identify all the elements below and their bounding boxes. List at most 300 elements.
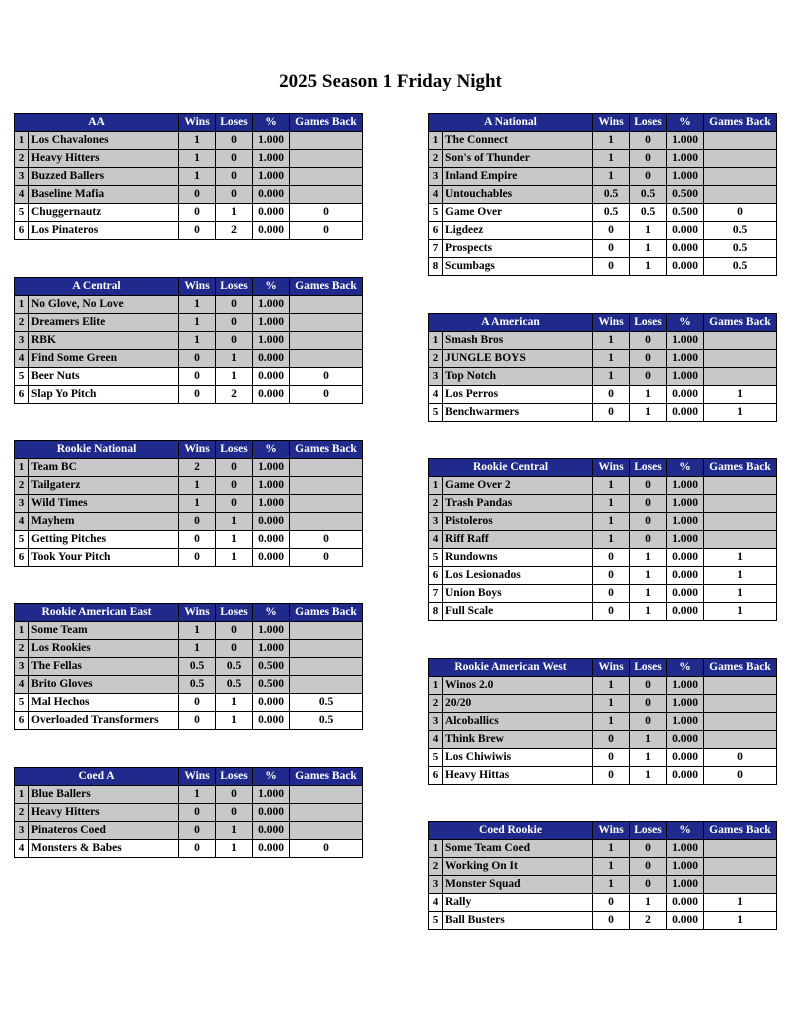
team-wins: 1 [593, 332, 630, 350]
team-row [429, 677, 777, 695]
team-games-back [290, 186, 363, 204]
team-name: Monster Squad [443, 876, 593, 894]
team-row [429, 549, 777, 567]
team-pct: 1.000 [667, 513, 704, 531]
team-rank: 1 [429, 840, 443, 858]
team-games-back: 0.5 [290, 712, 363, 730]
team-pct: 1.000 [667, 477, 704, 495]
team-name: The Connect [443, 132, 593, 150]
team-rank: 4 [15, 186, 29, 204]
team-loses: 1 [630, 585, 667, 603]
team-name: Some Team [29, 622, 179, 640]
team-name: Inland Empire [443, 168, 593, 186]
team-row [15, 622, 363, 640]
pct-header: % [253, 604, 290, 622]
team-rank: 7 [429, 585, 443, 603]
team-name: Beer Nuts [29, 368, 179, 386]
team-games-back: 1 [704, 912, 777, 930]
team-loses: 0 [630, 840, 667, 858]
team-wins: 0 [593, 567, 630, 585]
team-pct: 0.000 [667, 222, 704, 240]
team-row [15, 640, 363, 658]
team-row [15, 712, 363, 730]
team-rank: 8 [429, 258, 443, 276]
team-row [429, 731, 777, 749]
team-name: Slap Yo Pitch [29, 386, 179, 404]
team-wins: 0 [593, 749, 630, 767]
team-wins: 1 [593, 876, 630, 894]
team-wins: 0 [179, 186, 216, 204]
loses-header: Loses [630, 114, 667, 132]
team-pct: 0.000 [667, 258, 704, 276]
team-rank: 7 [429, 240, 443, 258]
division-table-coed-a [14, 767, 363, 858]
team-rank: 3 [429, 876, 443, 894]
header-row [15, 768, 363, 786]
team-pct: 0.000 [667, 549, 704, 567]
team-name: Blue Ballers [29, 786, 179, 804]
header-row [15, 441, 363, 459]
team-rank: 6 [15, 712, 29, 730]
team-row [429, 749, 777, 767]
team-row [429, 695, 777, 713]
team-row [429, 350, 777, 368]
team-wins: 0 [593, 386, 630, 404]
division-name: Coed Rookie [429, 822, 593, 840]
team-row [429, 204, 777, 222]
pct-header: % [667, 659, 704, 677]
loses-header: Loses [630, 822, 667, 840]
division-name: A Central [15, 278, 179, 296]
team-row [429, 132, 777, 150]
team-games-back [704, 713, 777, 731]
team-name: Chuggernautz [29, 204, 179, 222]
team-wins: 1 [179, 132, 216, 150]
team-rank: 6 [429, 567, 443, 585]
team-row [15, 350, 363, 368]
team-games-back [290, 822, 363, 840]
team-games-back [704, 332, 777, 350]
team-games-back [704, 368, 777, 386]
team-rank: 3 [15, 658, 29, 676]
team-rank: 2 [429, 858, 443, 876]
division-table-rookie-national [14, 440, 363, 567]
team-pct: 0.000 [667, 585, 704, 603]
wins-header: Wins [179, 114, 216, 132]
team-wins: 1 [593, 531, 630, 549]
team-wins: 0 [179, 368, 216, 386]
team-row [15, 495, 363, 513]
team-row [15, 132, 363, 150]
team-wins: 1 [179, 168, 216, 186]
team-row [429, 495, 777, 513]
team-games-back: 1 [704, 894, 777, 912]
team-name: Monsters & Babes [29, 840, 179, 858]
wins-header: Wins [179, 768, 216, 786]
team-rank: 2 [429, 150, 443, 168]
team-pct: 0.000 [667, 731, 704, 749]
team-loses: 1 [216, 513, 253, 531]
team-name: Think Brew [443, 731, 593, 749]
team-name: Rundowns [443, 549, 593, 567]
team-pct: 1.000 [667, 132, 704, 150]
wins-header: Wins [179, 604, 216, 622]
team-rank: 3 [429, 368, 443, 386]
team-name: Benchwarmers [443, 404, 593, 422]
team-wins: 0 [593, 549, 630, 567]
division-name: Rookie National [15, 441, 179, 459]
team-pct: 0.000 [253, 822, 290, 840]
team-wins: 0 [593, 585, 630, 603]
team-pct: 1.000 [667, 531, 704, 549]
games-back-header: Games Back [704, 659, 777, 677]
division-table-coed-rookie [428, 821, 777, 930]
team-wins: 1 [593, 695, 630, 713]
team-wins: 0 [593, 767, 630, 785]
page-title: 2025 Season 1 Friday Night [279, 71, 502, 92]
team-loses: 0 [630, 368, 667, 386]
team-games-back [290, 168, 363, 186]
team-row [429, 240, 777, 258]
division-name: Coed A [15, 768, 179, 786]
team-games-back [290, 640, 363, 658]
team-rank: 6 [429, 767, 443, 785]
team-loses: 0 [630, 531, 667, 549]
team-wins: 0 [593, 603, 630, 621]
wins-header: Wins [593, 314, 630, 332]
team-pct: 0.000 [667, 567, 704, 585]
team-loses: 0.5 [630, 204, 667, 222]
division-table-a-american [428, 313, 777, 422]
team-wins: 1 [179, 495, 216, 513]
team-wins: 0 [179, 822, 216, 840]
team-loses: 0 [630, 477, 667, 495]
loses-header: Loses [630, 659, 667, 677]
team-name: Alcoballics [443, 713, 593, 731]
team-name: Working On It [443, 858, 593, 876]
pct-header: % [253, 768, 290, 786]
team-pct: 1.000 [253, 786, 290, 804]
team-games-back [704, 350, 777, 368]
team-loses: 1 [216, 694, 253, 712]
team-name: Heavy Hitters [29, 804, 179, 822]
team-name: RBK [29, 332, 179, 350]
team-row [15, 150, 363, 168]
team-loses: 1 [630, 749, 667, 767]
team-loses: 0 [216, 314, 253, 332]
team-pct: 1.000 [253, 640, 290, 658]
games-back-header: Games Back [704, 822, 777, 840]
team-wins: 0 [179, 531, 216, 549]
team-wins: 1 [593, 858, 630, 876]
team-games-back [704, 876, 777, 894]
team-rank: 5 [429, 204, 443, 222]
pct-header: % [253, 114, 290, 132]
team-row [429, 404, 777, 422]
team-rank: 5 [429, 749, 443, 767]
team-rank: 4 [429, 731, 443, 749]
team-wins: 0 [593, 894, 630, 912]
team-wins: 1 [593, 513, 630, 531]
team-name: Los Lesionados [443, 567, 593, 585]
team-name: Buzzed Ballers [29, 168, 179, 186]
team-rank: 1 [429, 477, 443, 495]
team-pct: 0.000 [667, 404, 704, 422]
team-rank: 5 [429, 404, 443, 422]
team-pct: 0.000 [253, 804, 290, 822]
team-name: Brito Gloves [29, 676, 179, 694]
team-rank: 2 [15, 150, 29, 168]
team-loses: 1 [216, 822, 253, 840]
team-wins: 0 [593, 240, 630, 258]
team-rank: 4 [429, 186, 443, 204]
team-games-back [290, 786, 363, 804]
team-games-back: 0 [704, 749, 777, 767]
team-pct: 0.000 [253, 712, 290, 730]
loses-header: Loses [216, 768, 253, 786]
team-wins: 1 [593, 477, 630, 495]
team-row [429, 222, 777, 240]
pct-header: % [667, 459, 704, 477]
team-games-back [290, 150, 363, 168]
team-row [429, 168, 777, 186]
games-back-header: Games Back [290, 114, 363, 132]
team-pct: 0.000 [253, 368, 290, 386]
team-name: Pistoleros [443, 513, 593, 531]
team-pct: 1.000 [253, 168, 290, 186]
header-row [15, 604, 363, 622]
team-wins: 0.5 [593, 186, 630, 204]
team-pct: 1.000 [253, 622, 290, 640]
team-loses: 1 [216, 840, 253, 858]
team-name: Prospects [443, 240, 593, 258]
team-games-back: 1 [704, 549, 777, 567]
team-rank: 4 [429, 894, 443, 912]
team-pct: 0.000 [253, 350, 290, 368]
team-row [429, 713, 777, 731]
team-pct: 0.500 [253, 658, 290, 676]
team-loses: 1 [630, 386, 667, 404]
team-row [429, 368, 777, 386]
team-rank: 6 [15, 549, 29, 567]
team-rank: 3 [15, 495, 29, 513]
loses-header: Loses [216, 114, 253, 132]
team-name: Scumbags [443, 258, 593, 276]
team-loses: 1 [630, 404, 667, 422]
header-row [429, 822, 777, 840]
team-rank: 4 [429, 386, 443, 404]
team-rank: 1 [429, 332, 443, 350]
team-games-back: 1 [704, 404, 777, 422]
team-loses: 0 [216, 640, 253, 658]
team-name: The Fellas [29, 658, 179, 676]
team-name: Find Some Green [29, 350, 179, 368]
team-wins: 1 [179, 477, 216, 495]
team-games-back [704, 150, 777, 168]
team-games-back [290, 477, 363, 495]
team-games-back: 0 [290, 368, 363, 386]
team-wins: 0.5 [179, 658, 216, 676]
team-row [15, 459, 363, 477]
team-loses: 0 [216, 459, 253, 477]
team-name: Ligdeez [443, 222, 593, 240]
team-row [15, 368, 363, 386]
team-rank: 3 [429, 713, 443, 731]
team-row [15, 658, 363, 676]
team-name: Pinateros Coed [29, 822, 179, 840]
team-rank: 3 [15, 332, 29, 350]
team-pct: 1.000 [253, 495, 290, 513]
team-row [15, 549, 363, 567]
pct-header: % [667, 114, 704, 132]
team-row [429, 767, 777, 785]
division-table-rookie-american-west [428, 658, 777, 785]
team-rank: 2 [15, 477, 29, 495]
team-row [429, 258, 777, 276]
team-row [15, 222, 363, 240]
team-games-back [290, 332, 363, 350]
team-row [15, 204, 363, 222]
team-rank: 1 [15, 786, 29, 804]
team-pct: 1.000 [667, 150, 704, 168]
team-loses: 1 [630, 240, 667, 258]
team-rank: 4 [15, 513, 29, 531]
team-name: Getting Pitches [29, 531, 179, 549]
games-back-header: Games Back [704, 459, 777, 477]
wins-header: Wins [179, 278, 216, 296]
wins-header: Wins [179, 441, 216, 459]
team-rank: 5 [15, 368, 29, 386]
team-name: Los Chavalones [29, 132, 179, 150]
team-rank: 6 [15, 386, 29, 404]
team-loses: 0 [630, 332, 667, 350]
team-row [15, 676, 363, 694]
team-name: Dreamers Elite [29, 314, 179, 332]
team-wins: 0 [593, 222, 630, 240]
team-pct: 1.000 [253, 296, 290, 314]
team-pct: 1.000 [667, 695, 704, 713]
team-pct: 0.500 [667, 204, 704, 222]
team-pct: 0.500 [667, 186, 704, 204]
team-rank: 5 [15, 694, 29, 712]
team-rank: 4 [429, 531, 443, 549]
team-loses: 1 [630, 549, 667, 567]
team-row [15, 822, 363, 840]
team-games-back: 0 [290, 531, 363, 549]
team-name: Trash Pandas [443, 495, 593, 513]
team-row [429, 150, 777, 168]
team-games-back: 1 [704, 603, 777, 621]
team-name: Smash Bros [443, 332, 593, 350]
team-wins: 1 [593, 368, 630, 386]
team-games-back: 1 [704, 567, 777, 585]
team-pct: 1.000 [667, 168, 704, 186]
team-games-back: 0.5 [290, 694, 363, 712]
team-wins: 1 [179, 622, 216, 640]
team-pct: 1.000 [667, 858, 704, 876]
team-wins: 0 [179, 804, 216, 822]
team-games-back [290, 459, 363, 477]
team-wins: 0 [179, 222, 216, 240]
team-row [15, 296, 363, 314]
wins-header: Wins [593, 114, 630, 132]
team-pct: 1.000 [667, 840, 704, 858]
team-loses: 0.5 [630, 186, 667, 204]
team-games-back [704, 695, 777, 713]
loses-header: Loses [216, 278, 253, 296]
team-games-back [704, 168, 777, 186]
division-table-a-central [14, 277, 363, 404]
team-wins: 0 [179, 694, 216, 712]
team-pct: 0.000 [253, 549, 290, 567]
division-name: A American [429, 314, 593, 332]
team-rank: 2 [15, 804, 29, 822]
team-loses: 1 [630, 603, 667, 621]
team-games-back [290, 296, 363, 314]
team-wins: 1 [593, 495, 630, 513]
team-pct: 0.000 [253, 531, 290, 549]
division-name: AA [15, 114, 179, 132]
team-wins: 1 [179, 314, 216, 332]
header-row [429, 114, 777, 132]
pct-header: % [253, 278, 290, 296]
team-row [429, 186, 777, 204]
pct-header: % [667, 314, 704, 332]
team-row [429, 386, 777, 404]
team-row [15, 186, 363, 204]
team-games-back [290, 804, 363, 822]
team-loses: 1 [216, 204, 253, 222]
team-name: Son's of Thunder [443, 150, 593, 168]
team-loses: 0 [630, 858, 667, 876]
team-rank: 3 [429, 168, 443, 186]
team-wins: 1 [593, 713, 630, 731]
team-rank: 8 [429, 603, 443, 621]
team-rank: 1 [15, 459, 29, 477]
games-back-header: Games Back [290, 441, 363, 459]
team-wins: 0 [593, 912, 630, 930]
team-rank: 5 [429, 549, 443, 567]
team-pct: 0.000 [667, 240, 704, 258]
team-pct: 1.000 [667, 332, 704, 350]
team-pct: 1.000 [253, 332, 290, 350]
team-wins: 1 [593, 677, 630, 695]
team-pct: 0.000 [667, 603, 704, 621]
team-name: Tailgaterz [29, 477, 179, 495]
team-name: Wild Times [29, 495, 179, 513]
team-loses: 0 [216, 296, 253, 314]
division-table-a-national [428, 113, 777, 276]
team-games-back [290, 350, 363, 368]
team-loses: 0 [630, 350, 667, 368]
team-loses: 0 [630, 713, 667, 731]
team-loses: 0 [216, 332, 253, 350]
division-name: Rookie Central [429, 459, 593, 477]
team-name: No Glove, No Love [29, 296, 179, 314]
team-row [429, 840, 777, 858]
team-row [429, 567, 777, 585]
team-name: Some Team Coed [443, 840, 593, 858]
wins-header: Wins [593, 659, 630, 677]
team-row [15, 513, 363, 531]
team-name: Mal Hechos [29, 694, 179, 712]
team-games-back [704, 858, 777, 876]
team-loses: 1 [630, 731, 667, 749]
team-row [15, 168, 363, 186]
team-loses: 0.5 [216, 658, 253, 676]
team-loses: 1 [630, 894, 667, 912]
team-games-back: 0.5 [704, 240, 777, 258]
